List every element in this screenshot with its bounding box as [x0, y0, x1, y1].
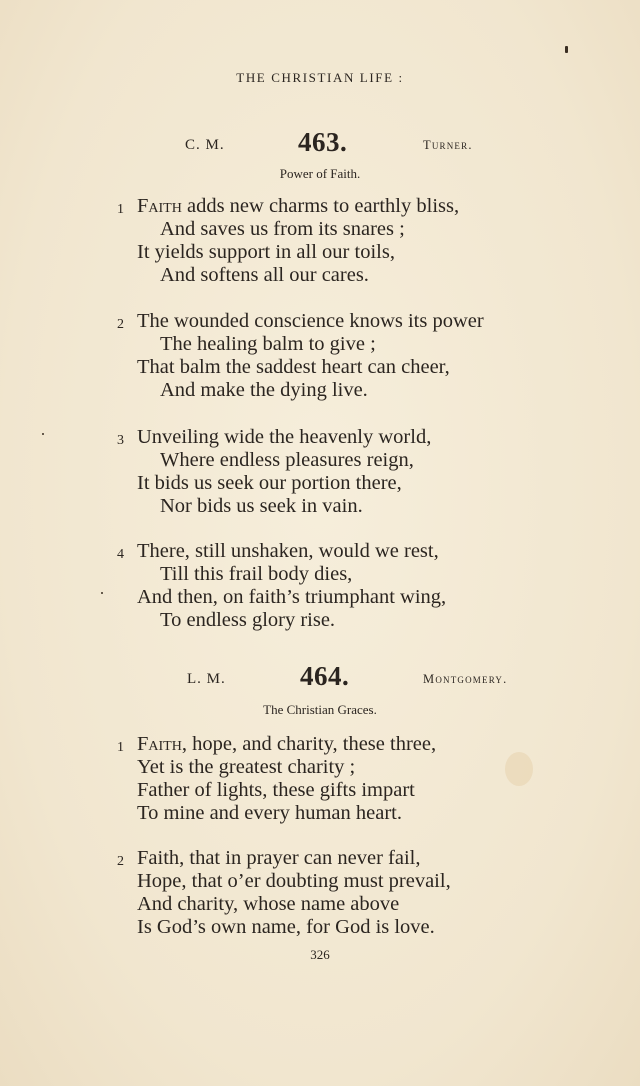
hymn-464-header	[0, 662, 640, 702]
verse-line: And softens all our cares.	[160, 264, 369, 286]
verse-line: Faith, that in prayer can never fail,	[137, 847, 421, 869]
verse-number: 2	[117, 317, 124, 332]
verse-line: It bids us seek our portion there,	[137, 472, 402, 494]
verse-line: And make the dying live.	[160, 379, 368, 401]
verse-number: 4	[117, 547, 124, 562]
hymn-meter: C. M.	[185, 137, 225, 153]
verse-number: 1	[117, 740, 124, 755]
running-head: THE CHRISTIAN LIFE :	[236, 70, 404, 85]
verse-number: 3	[117, 433, 124, 448]
verse-line: To mine and every human heart.	[137, 802, 402, 824]
verse-line: Where endless pleasures reign,	[160, 449, 414, 471]
hymn-number: 464.	[300, 661, 350, 691]
verse-line: Is God’s own name, for God is love.	[137, 916, 435, 938]
verse-number: 2	[117, 854, 124, 869]
verse-line: To endless glory rise.	[160, 609, 336, 631]
hymn-tune: Turner.	[423, 138, 473, 152]
verse-line: There, still unshaken, would we rest,	[137, 540, 439, 562]
verse-line: And then, on faith’s triumphant wing,	[137, 586, 447, 608]
verse-line: That balm the saddest heart can cheer,	[137, 356, 450, 378]
ink-speck	[565, 46, 568, 53]
verse-line: And charity, whose name above	[137, 893, 400, 915]
verse-line: It yields support in all our toils,	[137, 241, 395, 263]
verse-line: Unveiling wide the heavenly world,	[137, 426, 432, 448]
ink-speck	[101, 592, 103, 594]
verse-line: The wounded conscience knows its power	[137, 310, 484, 332]
hymn-subtitle: Power of Faith.	[279, 166, 361, 181]
verse-line: Hope, that o’er doubting must prevail,	[137, 870, 451, 892]
verse-line: Till this frail body dies,	[160, 563, 353, 585]
hymn-463-header	[0, 128, 640, 168]
verse-line: The healing balm to give ;	[160, 333, 376, 355]
verse-line: Nor bids us seek in vain.	[160, 495, 363, 517]
page-number: 326	[310, 947, 330, 962]
verse-line: Yet is the greatest charity ;	[137, 756, 356, 778]
hymn-subtitle: The Christian Graces.	[263, 702, 377, 717]
verse-number: 1	[117, 202, 124, 217]
hymn-number: 463.	[298, 127, 348, 157]
ink-speck	[42, 433, 44, 435]
verse-line: Faith, hope, and charity, these three,	[137, 733, 437, 755]
verse-line: Father of lights, these gifts impart	[137, 779, 415, 801]
verse-line: Faith adds new charms to earthly bliss,	[137, 195, 460, 217]
hymn-meter: L. M.	[187, 671, 226, 687]
hymn-tune: Montgomery.	[423, 672, 508, 686]
verse-line: And saves us from its snares ;	[160, 218, 405, 240]
paper-stain	[505, 752, 533, 786]
